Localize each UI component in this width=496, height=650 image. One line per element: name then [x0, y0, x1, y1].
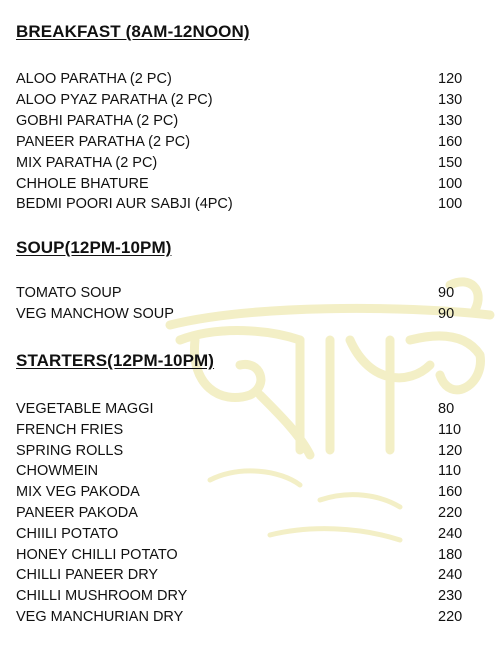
- menu-item: [16, 90, 486, 110]
- menu-item: [16, 461, 486, 481]
- breakfast-heading: BREAKFAST (8AM-12NOON): [16, 22, 250, 41]
- menu-item-price: 220: [438, 505, 463, 521]
- menu-item-name: CHILLI MUSHROOM DRY: [16, 588, 188, 605]
- menu-item-name: CHHOLE BHATURE: [16, 175, 149, 192]
- menu-item-price: 90: [438, 306, 455, 322]
- menu-item-name: MIX VEG PAKODA: [16, 484, 140, 501]
- menu-item: [16, 69, 486, 89]
- menu-item-name: CHIILI POTATO: [16, 525, 119, 542]
- menu-item-name: TOMATO SOUP: [16, 285, 122, 301]
- menu-item-price: 90: [438, 285, 455, 301]
- menu-item: [16, 565, 486, 585]
- menu-item-price: 180: [438, 546, 463, 563]
- menu-item-name: FRENCH FRIES: [16, 421, 124, 438]
- menu-item-price: 120: [438, 442, 463, 459]
- menu-item-name: HONEY CHILLI POTATO: [16, 546, 178, 563]
- menu-item-price: 100: [438, 175, 463, 192]
- menu-item-price: 240: [438, 525, 463, 542]
- menu-item-price: 130: [438, 112, 463, 129]
- breakfast-section: [16, 22, 496, 213]
- menu-item: [16, 174, 486, 194]
- starters-heading: STARTERS(12PM-10PM): [16, 351, 215, 370]
- menu-item-price: 100: [438, 196, 463, 213]
- menu-item-price: 80: [438, 401, 455, 417]
- menu-item-price: 230: [438, 588, 463, 605]
- menu-item-name: MIX PARATHA (2 PC): [16, 154, 158, 171]
- menu-item-name: PANEER PAKODA: [16, 505, 138, 521]
- starters-section: [16, 351, 496, 625]
- menu-item-price: 220: [438, 609, 463, 625]
- menu-item-name: VEGETABLE MAGGI: [16, 401, 154, 417]
- menu-item: [16, 524, 486, 544]
- menu-item-price: 120: [438, 71, 463, 87]
- menu-item-price: 150: [438, 154, 463, 171]
- menu-item-price: 110: [438, 421, 462, 438]
- soup-heading: SOUP(12PM-10PM): [16, 238, 172, 257]
- menu-item: [16, 420, 486, 440]
- menu-item-price: 160: [438, 484, 463, 501]
- menu-item: [16, 132, 486, 152]
- soup-section: [16, 238, 496, 322]
- menu-item-name: SPRING ROLLS: [16, 442, 124, 459]
- menu-item: [16, 482, 486, 502]
- menu-item-name: CHILLI PANEER DRY: [16, 567, 159, 584]
- menu-item-name: BEDMI POORI AUR SABJI (4PC): [16, 196, 233, 213]
- menu-item-price: 110: [438, 463, 462, 480]
- menu-item-name: ALOO PARATHA (2 PC): [16, 71, 172, 87]
- menu-item-name: VEG MANCHOW SOUP: [16, 306, 174, 322]
- menu-item: [16, 545, 486, 565]
- menu-item-price: 240: [438, 567, 463, 584]
- menu-item-name: PANEER PARATHA (2 PC): [16, 133, 191, 150]
- menu-item: [16, 399, 486, 419]
- menu-item-price: 160: [438, 133, 463, 150]
- menu-item-name: ALOO PYAZ PARATHA (2 PC): [16, 91, 213, 108]
- menu-item: [16, 607, 486, 627]
- menu-item-name: VEG MANCHURIAN DRY: [16, 609, 184, 625]
- menu-item: [16, 194, 486, 214]
- menu-item: [16, 586, 486, 606]
- menu-item-name: GOBHI PARATHA (2 PC): [16, 112, 179, 129]
- menu-item: [16, 283, 486, 303]
- menu-item: [16, 153, 486, 173]
- menu-item-name: CHOWMEIN: [16, 463, 99, 480]
- menu-item: [16, 304, 486, 324]
- menu-item: [16, 503, 486, 523]
- menu-item: [16, 441, 486, 461]
- menu-item: [16, 111, 486, 131]
- menu-item-price: 130: [438, 91, 463, 108]
